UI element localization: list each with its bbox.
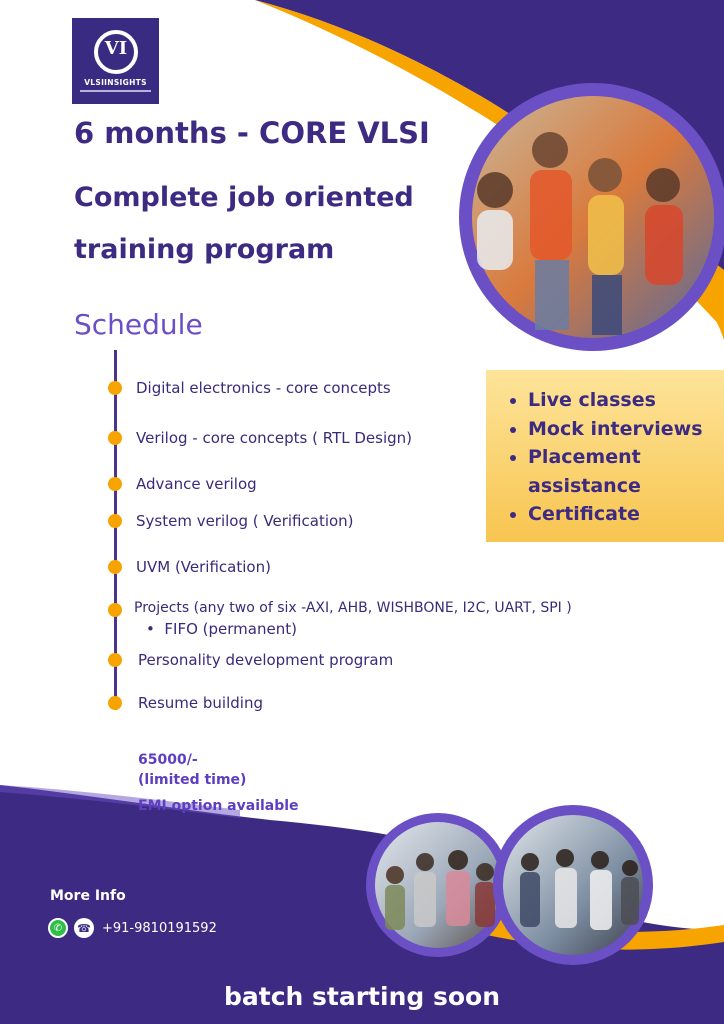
schedule-title: Schedule: [74, 308, 203, 341]
timeline-dot: [108, 560, 122, 574]
schedule-item: Digital electronics - core concepts: [136, 379, 391, 397]
feature-item: Mock interviews: [508, 415, 724, 444]
headline-primary: 6 months - CORE VLSI: [74, 116, 430, 150]
logo-name: VLSIINSIGHTS: [84, 78, 147, 87]
headline-line-3: training program: [74, 234, 335, 265]
brand-logo: [72, 18, 159, 104]
emi-note: EMI option available: [138, 798, 299, 814]
timeline-dot: [108, 603, 122, 617]
feature-item: Certificate: [508, 500, 724, 529]
timeline-dot: [108, 431, 122, 445]
timeline-dot: [108, 381, 122, 395]
price-note: (limited time): [138, 772, 247, 788]
schedule-item: Projects (any two of six -AXI, AHB, WISHBONE, I2C, UART, SPI ): [134, 600, 572, 616]
feature-item: Placement assistance: [508, 443, 668, 500]
feature-item: Live classes: [508, 386, 724, 415]
schedule-item: Resume building: [138, 694, 263, 712]
features-box: [486, 370, 724, 542]
headline-line-2: Complete job oriented: [74, 182, 414, 213]
price: 65000/-: [138, 752, 198, 768]
whatsapp-icon[interactable]: ✆: [48, 918, 68, 938]
price-block: [138, 750, 246, 790]
schedule-item: Personality development program: [138, 651, 394, 669]
phone-row[interactable]: [48, 918, 217, 938]
timeline-dot: [108, 653, 122, 667]
schedule-item: System verilog ( Verification): [136, 512, 354, 530]
logo-mark-icon: VI: [94, 30, 138, 74]
logo-tagline-bar: [80, 90, 151, 92]
timeline-dot: [108, 477, 122, 491]
schedule-item: Advance verilog: [136, 475, 257, 493]
timeline-dot: [108, 514, 122, 528]
headline-secondary: [74, 172, 414, 276]
more-info-title: More Info: [50, 888, 126, 904]
batch-announcement: batch starting soon: [223, 982, 500, 1011]
schedule-item: Verilog - core concepts ( RTL Design): [136, 429, 413, 447]
schedule-item: UVM (Verification): [136, 558, 271, 576]
timeline-dot: [108, 696, 122, 710]
phone-number[interactable]: +91-9810191592: [102, 920, 217, 936]
bullet-icon: •: [146, 620, 155, 638]
phone-icon[interactable]: ☎: [74, 918, 94, 938]
schedule-sub-item: • FIFO (permanent): [146, 620, 297, 638]
